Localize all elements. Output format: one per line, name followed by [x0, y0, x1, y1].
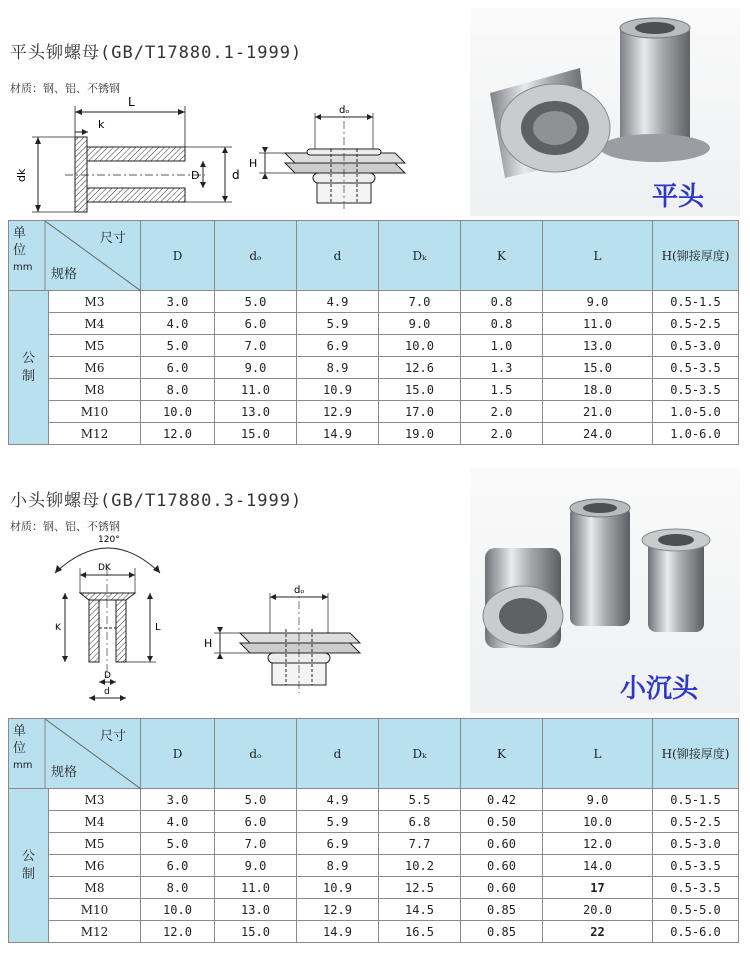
table-cell: 0.42 — [461, 789, 543, 811]
table-cell: 6.8 — [379, 811, 461, 833]
col-header-D: D — [141, 221, 215, 291]
table-cell: 24.0 — [543, 423, 653, 445]
table-cell: 12.0 — [543, 833, 653, 855]
table-row — [9, 855, 739, 877]
label-DK: DK — [98, 563, 111, 573]
table-cell: 1.0-5.0 — [653, 401, 739, 423]
col-header-D: D — [141, 719, 215, 789]
col-header-H: H(铆接厚度) — [653, 221, 739, 291]
table-cell: 11.0 — [543, 313, 653, 335]
col-header-L: L — [543, 719, 653, 789]
table-cell: 1.0-6.0 — [653, 423, 739, 445]
section2-material: 材质：钢、铝、不锈钢 — [10, 520, 120, 533]
side-label-char: 制 — [21, 866, 35, 882]
side-label-char: 制 — [21, 368, 35, 384]
col-header-L: L — [543, 221, 653, 291]
table-cell: 4.0 — [141, 811, 215, 833]
spec-model-cell: M6 — [49, 357, 141, 379]
table-cell: 6.0 — [141, 357, 215, 379]
table-row — [9, 789, 739, 811]
unit-mm: mm — [13, 262, 33, 273]
table-cell: 0.5-3.0 — [653, 335, 739, 357]
col-header-Dk: Dₖ — [379, 221, 461, 291]
col-header-d: d — [297, 719, 379, 789]
table-cell: 10.0 — [141, 401, 215, 423]
col-header-do: dₒ — [215, 719, 297, 789]
col-header-Dk: Dₖ — [379, 719, 461, 789]
table-cell: 12.0 — [141, 921, 215, 943]
table-cell: 1.3 — [461, 357, 543, 379]
spec-label-2: 规格 — [51, 765, 78, 780]
label-K: K — [55, 623, 61, 633]
spec-model-cell: M8 — [49, 877, 141, 899]
table-cell: 15.0 — [379, 379, 461, 401]
table-cell: 1.0 — [461, 335, 543, 357]
unit-mm: mm — [13, 760, 33, 771]
table-cell: 19.0 — [379, 423, 461, 445]
label-H: H — [249, 157, 258, 170]
unit-size-header-cell — [9, 221, 141, 291]
flat-head-nut-photo — [470, 8, 740, 216]
table-cell: 14.9 — [297, 921, 379, 943]
table-cell: 8.0 — [141, 877, 215, 899]
table-cell: 5.0 — [141, 833, 215, 855]
table-cell: 4.9 — [297, 291, 379, 313]
table-cell: 0.5-3.5 — [653, 379, 739, 401]
table-row — [9, 291, 739, 313]
table-row — [9, 423, 739, 445]
table-cell: 7.0 — [379, 291, 461, 313]
table-row — [9, 379, 739, 401]
table-cell: 0.5-3.5 — [653, 855, 739, 877]
table-cell: 15.0 — [215, 921, 297, 943]
unit-label — [13, 225, 32, 276]
unit-char-2: 位 — [13, 741, 27, 756]
table-cell: 0.8 — [461, 291, 543, 313]
table-cell: 8.9 — [297, 855, 379, 877]
table-row — [9, 313, 739, 335]
spec-model-cell: M3 — [49, 291, 141, 313]
label-angle: 120° — [98, 535, 120, 545]
label-do-2: dₒ — [294, 585, 305, 596]
table-cell: 14.9 — [297, 423, 379, 445]
table-cell: 12.9 — [297, 899, 379, 921]
table-cell: 12.9 — [297, 401, 379, 423]
spec-model-cell: M6 — [49, 855, 141, 877]
table-cell: 14.5 — [379, 899, 461, 921]
table-cell: 9.0 — [543, 291, 653, 313]
table-cell: 10.0 — [141, 899, 215, 921]
table-cell: 5.0 — [215, 789, 297, 811]
flat-head-spec-table — [8, 220, 739, 445]
table-cell: 10.2 — [379, 855, 461, 877]
table-cell: 5.9 — [297, 313, 379, 335]
table-cell: 0.50 — [461, 811, 543, 833]
table-cell: 10.0 — [543, 811, 653, 833]
table-cell: 15.0 — [215, 423, 297, 445]
spec-model-cell: M10 — [49, 401, 141, 423]
spec-label: 规格 — [51, 267, 78, 282]
table-cell: 0.60 — [461, 833, 543, 855]
spec-model-cell: M12 — [49, 921, 141, 943]
label-D2: D — [104, 671, 111, 681]
table-cell: 10.9 — [297, 379, 379, 401]
table-row — [9, 335, 739, 357]
flat-head-drawing — [10, 92, 250, 217]
table-cell: 9.0 — [543, 789, 653, 811]
table-cell: 22 — [543, 921, 653, 943]
label-L: L — [128, 95, 135, 109]
table-row — [9, 401, 739, 423]
table-cell: 13.0 — [215, 401, 297, 423]
section1-title: 平头铆螺母(GB/T17880.1-1999) — [10, 43, 303, 63]
table-cell: 9.0 — [215, 357, 297, 379]
table-cell: 20.0 — [543, 899, 653, 921]
table-cell: 5.0 — [141, 335, 215, 357]
table-cell: 1.5 — [461, 379, 543, 401]
side-label-char: 公 — [21, 848, 35, 864]
table-cell: 0.8 — [461, 313, 543, 335]
table-cell: 0.5-3.5 — [653, 877, 739, 899]
table-cell: 0.85 — [461, 921, 543, 943]
unit-char-1: 单 — [13, 724, 27, 739]
table-cell: 12.6 — [379, 357, 461, 379]
table-cell: 5.5 — [379, 789, 461, 811]
table-cell: 12.0 — [141, 423, 215, 445]
unit-char-2: 位 — [13, 243, 27, 258]
table-row — [9, 833, 739, 855]
label-H-2: H — [204, 637, 213, 650]
spec-model-cell: M3 — [49, 789, 141, 811]
table-cell: 13.0 — [215, 899, 297, 921]
section2-title: 小头铆螺母(GB/T17880.3-1999) — [10, 491, 303, 511]
col-header-d: d — [297, 221, 379, 291]
label-dk: dk — [15, 168, 28, 182]
spec-model-cell: M4 — [49, 811, 141, 833]
table-cell: 0.5-6.0 — [653, 921, 739, 943]
table-row — [9, 357, 739, 379]
flat-head-table-body — [9, 291, 739, 445]
table-cell: 0.60 — [461, 855, 543, 877]
table-cell: 0.5-5.0 — [653, 899, 739, 921]
table-cell: 0.5-2.5 — [653, 811, 739, 833]
unit-char-1: 单 — [13, 226, 27, 241]
table-cell: 9.0 — [215, 855, 297, 877]
table-cell: 6.0 — [215, 811, 297, 833]
table-cell: 5.9 — [297, 811, 379, 833]
table-row — [9, 899, 739, 921]
table-cell: 18.0 — [543, 379, 653, 401]
table-row — [9, 921, 739, 943]
table-cell: 0.60 — [461, 877, 543, 899]
table-row — [9, 811, 739, 833]
spec-model-cell: M5 — [49, 335, 141, 357]
metric-side-label — [9, 789, 49, 943]
table-cell: 10.9 — [297, 877, 379, 899]
table-cell: 17.0 — [379, 401, 461, 423]
label-d: d — [232, 168, 240, 182]
table-cell: 2.0 — [461, 423, 543, 445]
section1-material: 材质：钢、铝、不锈钢 — [10, 82, 120, 95]
table-cell: 5.0 — [215, 291, 297, 313]
table-cell: 21.0 — [543, 401, 653, 423]
metric-side-label — [9, 291, 49, 445]
table-cell: 7.0 — [215, 833, 297, 855]
spec-model-cell: M10 — [49, 899, 141, 921]
unit-label-2 — [13, 723, 32, 774]
small-head-nut-photo — [470, 468, 740, 713]
side-label-char: 公 — [21, 350, 35, 366]
table-cell: 10.0 — [379, 335, 461, 357]
table-cell: 15.0 — [543, 357, 653, 379]
table-cell: 9.0 — [379, 313, 461, 335]
table-cell: 6.9 — [297, 833, 379, 855]
col-header-K: K — [461, 719, 543, 789]
table-cell: 4.9 — [297, 789, 379, 811]
unit-size-header-cell-2 — [9, 719, 141, 789]
spec-model-cell: M8 — [49, 379, 141, 401]
label-D: D — [191, 169, 200, 182]
table-cell: 3.0 — [141, 291, 215, 313]
table-cell: 17 — [543, 877, 653, 899]
table-cell: 3.0 — [141, 789, 215, 811]
col-header-do: dₒ — [215, 221, 297, 291]
table-cell: 6.0 — [215, 313, 297, 335]
table-cell: 11.0 — [215, 877, 297, 899]
small-head-nut-image — [470, 468, 740, 713]
table-cell: 7.0 — [215, 335, 297, 357]
spec-model-cell: M12 — [49, 423, 141, 445]
table-row — [9, 877, 739, 899]
table-cell: 7.7 — [379, 833, 461, 855]
table-cell: 6.0 — [141, 855, 215, 877]
table-cell: 0.85 — [461, 899, 543, 921]
table-cell: 0.5-1.5 — [653, 789, 739, 811]
label-d2: d — [104, 687, 110, 697]
spec-model-cell: M4 — [49, 313, 141, 335]
table-cell: 0.5-3.5 — [653, 357, 739, 379]
size-label-2: 尺寸 — [99, 729, 126, 744]
table-cell: 0.5-2.5 — [653, 313, 739, 335]
table-cell: 11.0 — [215, 379, 297, 401]
table-cell: 14.0 — [543, 855, 653, 877]
small-head-label: 小沉头 — [620, 674, 699, 704]
table-cell: 6.9 — [297, 335, 379, 357]
small-head-spec-table — [8, 718, 739, 943]
table-cell: 8.0 — [141, 379, 215, 401]
col-header-H: H(铆接厚度) — [653, 719, 739, 789]
small-head-table-body — [9, 789, 739, 943]
table-cell: 2.0 — [461, 401, 543, 423]
flat-head-label: 平头 — [652, 182, 705, 212]
table-cell: 12.5 — [379, 877, 461, 899]
table-cell: 13.0 — [543, 335, 653, 357]
col-header-K: K — [461, 221, 543, 291]
small-head-drawing — [30, 528, 190, 708]
small-head-installed-drawing — [200, 585, 370, 695]
label-L2: L — [155, 622, 161, 633]
table-cell: 8.9 — [297, 357, 379, 379]
label-k: k — [98, 118, 105, 131]
table-cell: 4.0 — [141, 313, 215, 335]
table-cell: 16.5 — [379, 921, 461, 943]
table-cell: 0.5-1.5 — [653, 291, 739, 313]
table-cell: 0.5-3.0 — [653, 833, 739, 855]
size-label: 尺寸 — [99, 231, 126, 246]
flat-head-installed-drawing — [245, 105, 415, 210]
label-do: dₒ — [339, 105, 350, 116]
spec-model-cell: M5 — [49, 833, 141, 855]
